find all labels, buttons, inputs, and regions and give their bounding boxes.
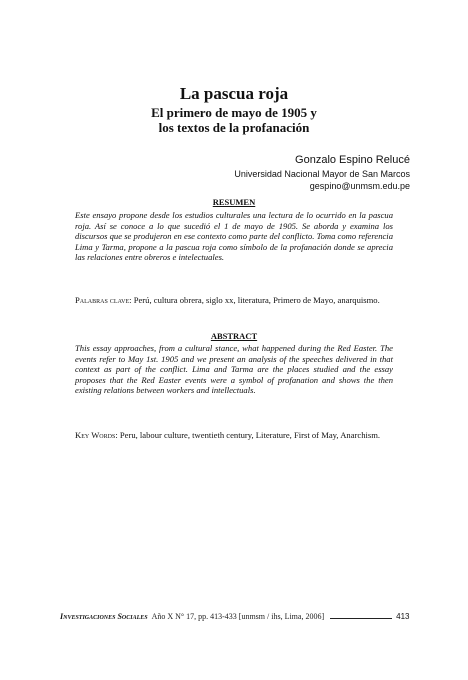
author-email[interactable]: gespino@unmsm.edu.pe <box>309 181 410 191</box>
journal-issue: Año X N° 17, pp. 413-433 [unmsm / ihs, Lima, 2006] <box>151 612 325 621</box>
page-footer <box>60 612 414 621</box>
resumen-keywords-text: Perú, cultura obrera, siglo xx, literatura, Primero de Mayo, anarquismo. <box>133 295 380 305</box>
author-name: Gonzalo Espino Relucé <box>295 154 410 166</box>
resumen-keywords-label: Palabras clave: <box>75 295 132 305</box>
journal-name: Investigaciones Sociales <box>60 612 148 621</box>
author-affiliation: Universidad Nacional Mayor de San Marcos <box>234 169 410 179</box>
abstract-keywords <box>75 430 393 441</box>
page-number: 413 <box>396 612 410 621</box>
footer-rule <box>330 618 392 619</box>
resumen-text: Este ensayo propone desde los estudios culturales una lectura de lo ocurrido en la pascua roja. Así se conoce a lo que sucedió el 1 de mayo de 1905. Se aborda y examina los discursos que se produjeron en ese contexto como parte del conflicto. Toma como referencia Lima y Tarma, propone a la pascua roja como símbolo de la profanación donde se aprecia las relaciones entre obreros e intelectuales. <box>75 210 393 263</box>
abstract-heading: ABSTRACT <box>210 331 258 341</box>
article-subtitle <box>0 105 468 135</box>
resumen-heading: RESUMEN <box>212 197 256 207</box>
abstract-keywords-label: Key Words: <box>75 430 118 440</box>
abstract-keywords-text: Peru, labour culture, twentieth century, Literature, First of May, Anarchism. <box>119 430 381 440</box>
article-title: La pascua roja <box>179 84 289 103</box>
subtitle-line-2: los textos de la profanación <box>158 120 310 135</box>
resumen-keywords <box>75 295 393 306</box>
author-block <box>234 153 410 192</box>
abstract-text: This essay approaches, from a cultural stance, what happened during the Red Easter. The events refer to May 1st. 1905 and we present an analysis of the speeches delivered in that context as part of the conflict. Lima and Tarma are the places studied and the essay proposes that the Red Easter events were a symbol of profanation and shows the then existing relations between workers and intellectuals. <box>75 343 393 396</box>
subtitle-line-1: El primero de mayo de 1905 y <box>151 105 317 120</box>
